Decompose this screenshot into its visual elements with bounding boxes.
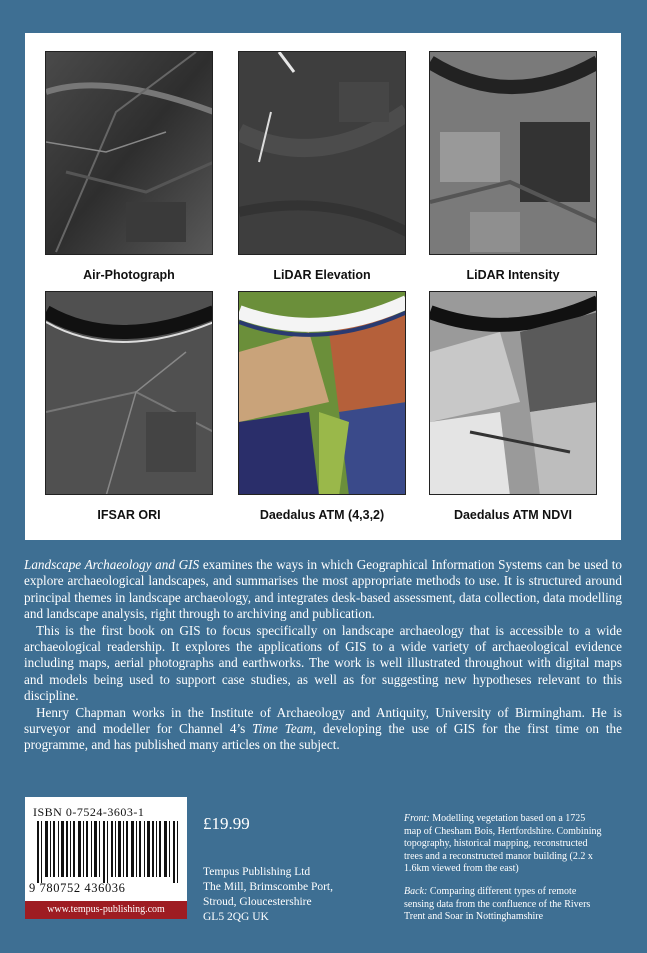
publisher-address: Tempus Publishing Ltd The Mill, Brimscombe Port, Stroud, Gloucestershire GL5 2QG UK [203, 866, 334, 923]
figure-ifsar-ori [45, 291, 213, 522]
figure-caption: Daedalus ATM (4,3,2) [259, 508, 385, 522]
figure-daedalus-atm-432 [238, 291, 406, 522]
figure-lidar-elevation [238, 51, 406, 282]
figure-panel [25, 33, 621, 540]
front-cover-credit: Front: Modelling vegetation based on a 1725 map of Chesham Bois, Hertfordshire. Combining topography, historical mapping, reconstructed trees and a reconstructed manor building (2.2 x 1.6km viewed from the east) [404, 813, 602, 875]
barcode-icon [37, 821, 181, 883]
book-title: Landscape Archaeology and GIS [24, 557, 200, 572]
description-paragraph-2: This is the first book on GIS to focus specifically on landscape archaeology that is accessible to a wide archaeological readership. It explores the applications of GIS to a wide variety of archaeological evidence including maps, aerial photographs and earthworks. The work is well illustrated throughout with digital maps and models being used to support case studies, as well as for suggesting new hypotheses relevant to this discipline. [24, 622, 622, 704]
isbn-label: ISBN 0-7524-3603-1 [33, 805, 145, 819]
figure-air-photograph [45, 51, 213, 282]
author-bio: Henry Chapman works in the Institute of Archaeology and Antiquity, University of Birmingham. He is surveyor and modeller for Channel 4’s Time Team, developing the use of GIS for the first time on the programme, and has published many articles on the subject. [24, 704, 622, 753]
ifsar-image [45, 291, 213, 495]
lidar-intensity-image [429, 51, 597, 255]
price: £19.99 [203, 814, 250, 833]
barcode-digits: 9 780752 436036 [29, 881, 126, 895]
figure-lidar-intensity [429, 51, 597, 282]
lidar-elevation-image [238, 51, 406, 255]
figure-caption: LiDAR Intensity [466, 268, 560, 282]
figure-caption: LiDAR Elevation [273, 268, 371, 282]
figure-caption: Air-Photograph [83, 268, 175, 282]
description-paragraph-1: Landscape Archaeology and GIS examines the ways in which Geographical Information Systems can be used to explore archaeological landscapes, and summarises the most appropriate methods to use. It is structured around principal themes in landscape archaeology, and integrates desk-based assessment, data collection, data modelling and landscape analysis, right through to archiving and publication. [24, 557, 622, 622]
back-cover-credit: Back: Comparing different types of remote sensing data from the confluence of the Rivers Trent and Soar in Nottinghamshire [404, 885, 591, 923]
figure-daedalus-atm-ndvi [429, 291, 597, 522]
book-description [24, 557, 622, 754]
daedalus-ndvi-image [429, 291, 597, 495]
figure-caption: IFSAR ORI [97, 508, 161, 522]
show-title: Time Team [252, 721, 313, 737]
figure-caption: Daedalus ATM NDVI [453, 508, 573, 522]
air-photo-image [45, 51, 213, 255]
cover-credits [404, 813, 604, 924]
daedalus-color-image [238, 291, 406, 495]
barcode-box [25, 797, 187, 919]
publisher-url[interactable]: www.tempus-publishing.com [25, 901, 187, 919]
